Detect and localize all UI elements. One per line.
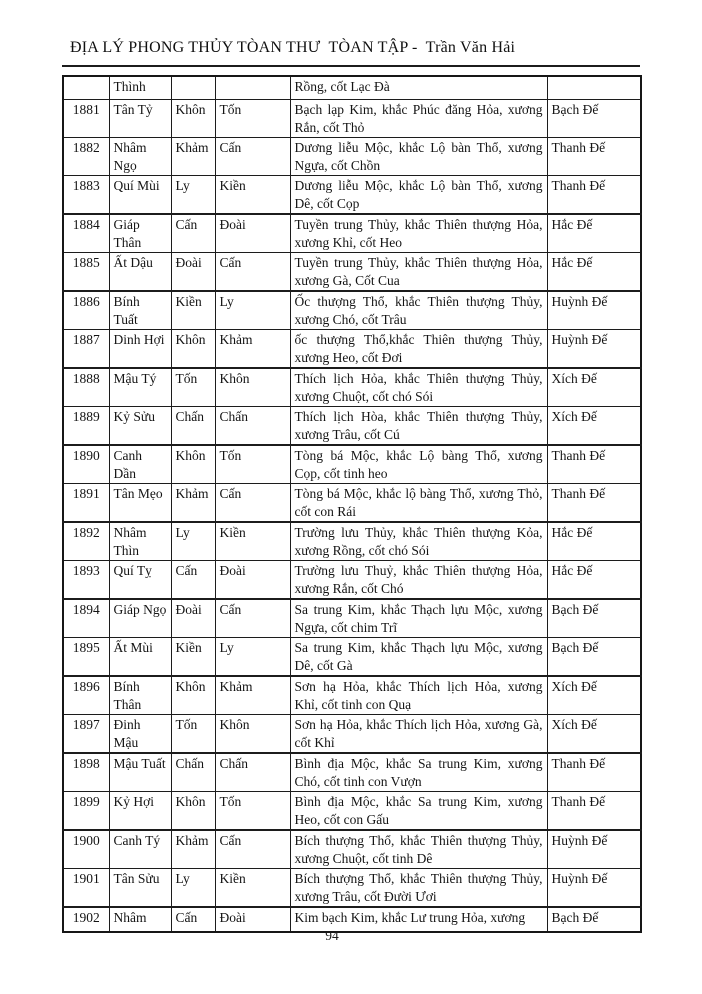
- emperor-cell: Thanh Đế: [547, 791, 641, 830]
- year-cell: 1894: [63, 599, 109, 638]
- year-cell: 1882: [63, 137, 109, 175]
- emperor-cell: Hắc Đế: [547, 252, 641, 291]
- table-row: [63, 99, 641, 137]
- table-row: [63, 368, 641, 407]
- emperor-cell: Xích Đế: [547, 406, 641, 445]
- name-cell: Canh Tý: [109, 830, 171, 869]
- table-row: [63, 445, 641, 484]
- trigram1-cell: Ly: [171, 175, 215, 214]
- trigram1-cell: Khảm: [171, 137, 215, 175]
- table-row: [63, 791, 641, 830]
- year-cell: 1896: [63, 676, 109, 715]
- description-cell: Tuyền trung Thủy, khắc Thiên thượng Hỏa, xương Gà, Cốt Cua: [290, 252, 547, 291]
- header-title: ĐỊA LÝ PHONG THỦY TÒAN THƯ TÒAN TẬP - Trần Văn Hải: [70, 39, 516, 56]
- trigram2-cell: Tốn: [215, 445, 290, 484]
- trigram1-cell: Tốn: [171, 714, 215, 753]
- trigram1-cell: Kiền: [171, 291, 215, 330]
- trigram2-cell: Đoài: [215, 214, 290, 253]
- table-row: [63, 868, 641, 907]
- trigram2-cell: Ly: [215, 291, 290, 330]
- description-cell: Bình địa Mộc, khắc Sa trung Kim, xương Chó, cốt tinh con Vượn: [290, 753, 547, 792]
- emperor-cell: Huỳnh Đế: [547, 329, 641, 368]
- trigram2-cell: Kiền: [215, 868, 290, 907]
- name-cell: Thình: [109, 76, 171, 99]
- zodiac-year-table: [62, 75, 642, 933]
- description-cell: Rồng, cốt Lạc Đà: [290, 76, 547, 99]
- table-row: [63, 214, 641, 253]
- description-cell: Kim bạch Kim, khắc Lư trung Hỏa, xương: [290, 907, 547, 932]
- year-cell: 1899: [63, 791, 109, 830]
- name-cell: Ất Mùi: [109, 637, 171, 676]
- trigram2-cell: [215, 76, 290, 99]
- year-cell: 1884: [63, 214, 109, 253]
- name-cell: Nhâm: [109, 907, 171, 932]
- trigram1-cell: Đoài: [171, 599, 215, 638]
- trigram1-cell: Chấn: [171, 406, 215, 445]
- trigram1-cell: Cấn: [171, 907, 215, 932]
- description-cell: Sơn hạ Hỏa, khắc Thích lịch Hỏa, xương Gà, cốt Khỉ: [290, 714, 547, 753]
- year-cell: 1885: [63, 252, 109, 291]
- trigram2-cell: Khảm: [215, 676, 290, 715]
- trigram2-cell: Đoài: [215, 560, 290, 599]
- year-cell: 1887: [63, 329, 109, 368]
- trigram1-cell: Chấn: [171, 753, 215, 792]
- emperor-cell: Huỳnh Đế: [547, 830, 641, 869]
- trigram2-cell: Cấn: [215, 483, 290, 522]
- trigram2-cell: Cấn: [215, 830, 290, 869]
- emperor-cell: Bạch Đế: [547, 599, 641, 638]
- description-cell: Trường lưu Thủy, khắc Thiên thượng Kỏa, xương Rồng, cốt chó Sói: [290, 522, 547, 561]
- table-row: [63, 676, 641, 715]
- year-cell: 1898: [63, 753, 109, 792]
- trigram2-cell: Chấn: [215, 406, 290, 445]
- description-cell: Tòng bá Mộc, khắc lộ bàng Thổ, xương Thỏ, cốt con Rái: [290, 483, 547, 522]
- description-cell: Sơn hạ Hỏa, khắc Thích lịch Hỏa, xương Khỉ, cốt tinh con Quạ: [290, 676, 547, 715]
- trigram2-cell: Cấn: [215, 137, 290, 175]
- year-cell: 1891: [63, 483, 109, 522]
- name-cell: Tân Mẹo: [109, 483, 171, 522]
- table-row: [63, 76, 641, 99]
- name-cell: Nhâm Thìn: [109, 522, 171, 561]
- trigram1-cell: Khảm: [171, 830, 215, 869]
- trigram2-cell: Kiền: [215, 175, 290, 214]
- emperor-cell: [547, 76, 641, 99]
- year-cell: 1902: [63, 907, 109, 932]
- table-row: [63, 753, 641, 792]
- description-cell: Tuyền trung Thủy, khắc Thiên thượng Hỏa, xương Khỉ, cốt Heo: [290, 214, 547, 253]
- trigram2-cell: Khôn: [215, 368, 290, 407]
- description-cell: Bích thượng Thổ, khắc Thiên thượng Thủy, xương Chuột, cốt tinh Dê: [290, 830, 547, 869]
- description-cell: Dương liễu Mộc, khắc Lộ bàn Thổ, xương Dê, cốt Cọp: [290, 175, 547, 214]
- table-row: [63, 714, 641, 753]
- table-row: [63, 560, 641, 599]
- emperor-cell: Xích Đế: [547, 676, 641, 715]
- trigram2-cell: Cấn: [215, 252, 290, 291]
- name-cell: Bính Thân: [109, 676, 171, 715]
- name-cell: Mậu Tý: [109, 368, 171, 407]
- year-cell: 1892: [63, 522, 109, 561]
- table-row: [63, 637, 641, 676]
- description-cell: Dương liễu Mộc, khắc Lộ bàn Thổ, xương Ngựa, cốt Chồn: [290, 137, 547, 175]
- name-cell: Quí Tỵ: [109, 560, 171, 599]
- trigram2-cell: Ly: [215, 637, 290, 676]
- name-cell: Giáp Ngọ: [109, 599, 171, 638]
- trigram1-cell: Kiền: [171, 637, 215, 676]
- description-cell: ốc thượng Thổ,khắc Thiên thượng Thủy, xương Heo, cốt Đơi: [290, 329, 547, 368]
- emperor-cell: Hắc Đế: [547, 560, 641, 599]
- name-cell: Giáp Thân: [109, 214, 171, 253]
- year-cell: [63, 76, 109, 99]
- trigram2-cell: Khôn: [215, 714, 290, 753]
- name-cell: Quí Mùi: [109, 175, 171, 214]
- emperor-cell: Huỳnh Đế: [547, 291, 641, 330]
- table-row: [63, 483, 641, 522]
- description-cell: Bích thượng Thổ, khắc Thiên thượng Thủy, xương Trâu, cốt Đười Ươi: [290, 868, 547, 907]
- name-cell: Tân Tỷ: [109, 99, 171, 137]
- emperor-cell: Thanh Đế: [547, 175, 641, 214]
- name-cell: Dinh Hợi: [109, 329, 171, 368]
- description-cell: Thích lịch Hỏa, khắc Thiên thượng Thủy, xương Chuột, cốt chó Sói: [290, 368, 547, 407]
- table-row: [63, 406, 641, 445]
- trigram2-cell: Chấn: [215, 753, 290, 792]
- name-cell: Đinh Mậu: [109, 714, 171, 753]
- emperor-cell: Thanh Đế: [547, 137, 641, 175]
- year-cell: 1900: [63, 830, 109, 869]
- table-row: [63, 522, 641, 561]
- trigram1-cell: Khôn: [171, 445, 215, 484]
- table-row: [63, 252, 641, 291]
- table-row: [63, 175, 641, 214]
- table-row: [63, 830, 641, 869]
- emperor-cell: Thanh Đế: [547, 445, 641, 484]
- trigram1-cell: Khảm: [171, 483, 215, 522]
- trigram1-cell: Cấn: [171, 560, 215, 599]
- emperor-cell: Bạch Đế: [547, 637, 641, 676]
- header-divider-rule: [62, 65, 640, 67]
- trigram1-cell: Ly: [171, 868, 215, 907]
- trigram1-cell: Khôn: [171, 676, 215, 715]
- description-cell: Sa trung Kim, khắc Thạch lựu Mộc, xương Dê, cốt Gà: [290, 637, 547, 676]
- trigram2-cell: Khảm: [215, 329, 290, 368]
- description-cell: Trường lưu Thuỷ, khắc Thiên thượng Hỏa, xương Rắn, cốt Chó: [290, 560, 547, 599]
- trigram1-cell: [171, 76, 215, 99]
- emperor-cell: Thanh Đế: [547, 483, 641, 522]
- year-cell: 1889: [63, 406, 109, 445]
- trigram2-cell: Kiền: [215, 522, 290, 561]
- page-number: 94: [325, 928, 339, 943]
- table-row: [63, 329, 641, 368]
- name-cell: Kỷ Hợi: [109, 791, 171, 830]
- year-cell: 1881: [63, 99, 109, 137]
- trigram1-cell: Khôn: [171, 99, 215, 137]
- name-cell: Ất Dậu: [109, 252, 171, 291]
- year-cell: 1883: [63, 175, 109, 214]
- table-row: [63, 291, 641, 330]
- emperor-cell: Bạch Đế: [547, 99, 641, 137]
- emperor-cell: Hắc Đế: [547, 214, 641, 253]
- trigram1-cell: Cấn: [171, 214, 215, 253]
- trigram1-cell: Đoài: [171, 252, 215, 291]
- year-cell: 1901: [63, 868, 109, 907]
- name-cell: Bính Tuất: [109, 291, 171, 330]
- emperor-cell: Bạch Đế: [547, 907, 641, 932]
- description-cell: Tòng bá Mộc, khắc Lộ bàng Thổ, xương Cọp, cốt tinh heo: [290, 445, 547, 484]
- year-cell: 1886: [63, 291, 109, 330]
- name-cell: Mậu Tuất: [109, 753, 171, 792]
- name-cell: Kỷ Sửu: [109, 406, 171, 445]
- trigram1-cell: Tốn: [171, 368, 215, 407]
- description-cell: Bình địa Mộc, khắc Sa trung Kim, xương Heo, cốt con Gấu: [290, 791, 547, 830]
- trigram1-cell: Ly: [171, 522, 215, 561]
- emperor-cell: Xích Đế: [547, 368, 641, 407]
- name-cell: Nhâm Ngọ: [109, 137, 171, 175]
- table-row: [63, 599, 641, 638]
- year-cell: 1893: [63, 560, 109, 599]
- emperor-cell: Thanh Đế: [547, 753, 641, 792]
- year-cell: 1895: [63, 637, 109, 676]
- trigram2-cell: Đoài: [215, 907, 290, 932]
- year-cell: 1890: [63, 445, 109, 484]
- name-cell: Canh Dần: [109, 445, 171, 484]
- emperor-cell: Xích Đế: [547, 714, 641, 753]
- trigram2-cell: Cấn: [215, 599, 290, 638]
- trigram2-cell: Tốn: [215, 99, 290, 137]
- trigram1-cell: Khôn: [171, 329, 215, 368]
- description-cell: Bạch lạp Kim, khắc Phúc đăng Hỏa, xương Rắn, cốt Thỏ: [290, 99, 547, 137]
- description-cell: Sa trung Kim, khắc Thạch lựu Mộc, xương Ngựa, cốt chim Trĩ: [290, 599, 547, 638]
- table-body: [63, 76, 641, 932]
- emperor-cell: Hắc Đế: [547, 522, 641, 561]
- description-cell: Ốc thượng Thổ, khắc Thiên thượng Thủy, xương Chó, cốt Trâu: [290, 291, 547, 330]
- trigram2-cell: Tốn: [215, 791, 290, 830]
- table-row: [63, 137, 641, 175]
- year-cell: 1888: [63, 368, 109, 407]
- year-cell: 1897: [63, 714, 109, 753]
- emperor-cell: Huỳnh Đế: [547, 868, 641, 907]
- trigram1-cell: Khôn: [171, 791, 215, 830]
- name-cell: Tân Sửu: [109, 868, 171, 907]
- description-cell: Thích lịch Hòa, khắc Thiên thượng Thủy, xương Trâu, cốt Cú: [290, 406, 547, 445]
